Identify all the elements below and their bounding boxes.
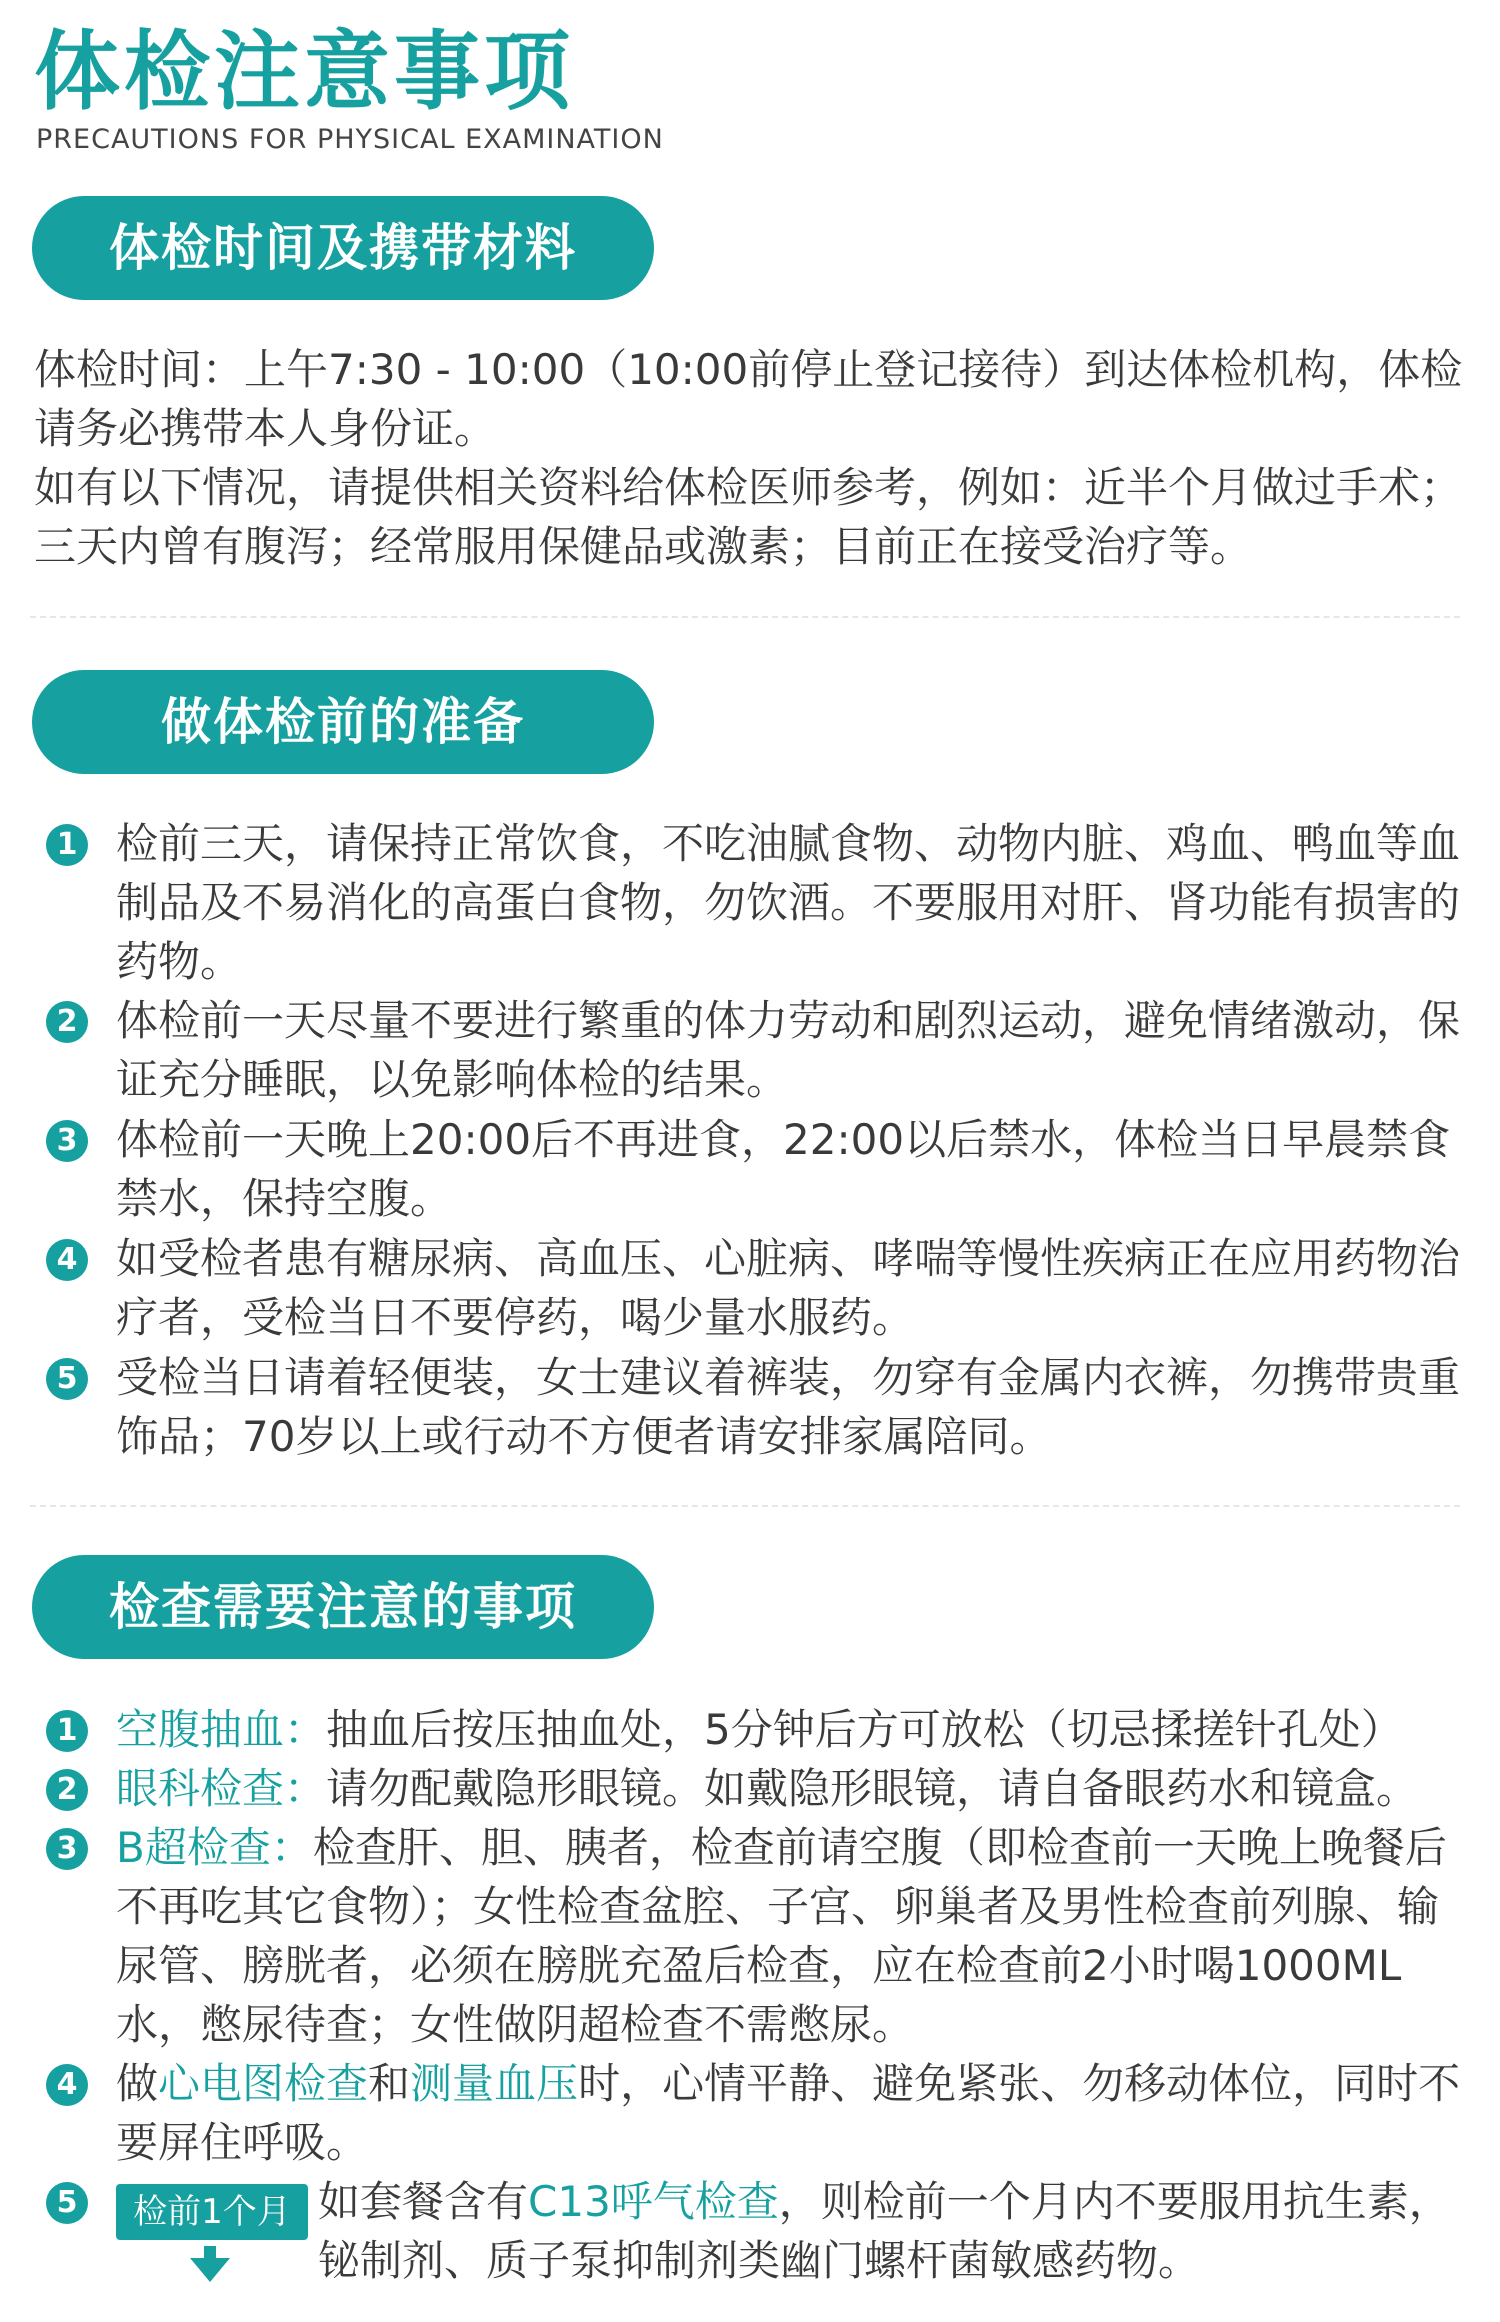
number-badge: 4 [46,2064,88,2106]
arrow-down-icon [190,2258,230,2282]
prep-item-text: 检前三天，请保持正常饮食，不吃油腻食物、动物内脏、鸡血、鸭血等血制品及不易消化的高蛋白食物，勿饮酒。不要服用对肝、肾功能有损害的药物。 [116,819,1461,986]
exam-item-text [318,2172,1488,2290]
exam-item-text [116,1818,1476,2054]
section-divider [30,616,1460,618]
number-badge: 3 [46,1828,88,1870]
exam-item-text [116,2054,1476,2172]
number-badge: 5 [46,2182,88,2224]
prep-item-text: 如受检者患有糖尿病、高血压、心脏病、哮喘等慢性疾病正在应用药物治疗者，受检当日不要停药，喝少量水服药。 [116,1234,1461,1342]
number-badge: 1 [46,824,88,866]
exam-item-mid: 和 [368,2059,411,2108]
exam-item-body: 请勿配戴隐形眼镜。如戴隐形眼镜，请自备眼药水和镜盒。 [326,1764,1419,1813]
exam-item-label: 空腹抽血： [116,1705,327,1754]
section-heading-preparation: 做体检前的准备 [32,670,654,774]
number-badge: 3 [46,1120,88,1162]
number-badge: 2 [46,1769,88,1811]
exam-item-label: 眼科检查： [116,1764,327,1813]
section-heading-exam-notes: 检查需要注意的事项 [32,1555,654,1659]
exam-item-text [116,1759,1476,1818]
exam-item-body: 检查肝、胆、胰者，检查前请空腹（即检查前一天晚上晚餐后不再吃其它食物）；女性检查盆腔、子宫、卵巢者及男性检查前列腺、输尿管、膀胱者，必须在膀胱充盈后检查，应在检查前2小时喝1000ML水，憋尿待查；女性做阴超检查不需憋尿。 [116,1823,1447,2049]
blood-pressure-label: 测量血压 [410,2059,579,2108]
number-badge: 5 [46,1358,88,1400]
exam-item-body: 时，心情平静、避免紧张、勿移动体位，同时不要屏住呼吸。 [116,2059,1461,2167]
number-badge: 4 [46,1239,88,1281]
exam-item-body: ，则检前一个月内不要服用抗生素，铋制剂、质子泵抑制剂类幽门螺杆菌敏感药物。 [318,2177,1451,2285]
exam-item-body: 抽血后按压抽血处，5分钟后方可放松（切忌揉搓针孔处） [326,1705,1403,1754]
number-badge: 1 [46,1710,88,1752]
one-month-tag: 检前1个月 [116,2184,308,2240]
medical-history-paragraph: 如有以下情况，请提供相关资料给体检医师参考，例如：近半个月做过手术；三天内曾有腹泻；经常服用保健品或激素；目前正在接受治疗等。 [34,463,1463,571]
section-divider [30,1505,1460,1507]
exam-time-paragraph: 体检时间：上午7:30 - 10:00（10:00前停止登记接待）到达体检机构，体检请务必携带本人身份证。 [34,345,1463,453]
page-subtitle: PRECAUTIONS FOR PHYSICAL EXAMINATION [36,124,664,155]
exam-item-label: B超检查： [116,1823,313,1872]
exam-item-pre: 做 [116,2059,159,2108]
prep-item-text: 受检当日请着轻便装，女士建议着裤装，勿穿有金属内衣裤，勿携带贵重饰品；70岁以上或行动不方便者请安排家属陪同。 [116,1353,1461,1461]
exam-item-text [116,1700,1476,1759]
ecg-label: 心电图检查 [158,2059,369,2108]
c13-breath-test-label: C13呼气检查 [528,2177,779,2226]
prep-item-text: 体检前一天尽量不要进行繁重的体力劳动和剧烈运动，避免情绪激动，保证充分睡眠，以免影响体检的结果。 [116,996,1461,1104]
number-badge: 2 [46,1001,88,1043]
prep-item-text: 体检前一天晚上20:00后不再进食，22:00以后禁水，体检当日早晨禁食禁水，保持空腹。 [116,1115,1451,1223]
page-title: 体检注意事项 [34,22,574,122]
exam-item-pre: 如套餐含有 [318,2177,529,2226]
section-heading-time-materials: 体检时间及携带材料 [32,196,654,300]
